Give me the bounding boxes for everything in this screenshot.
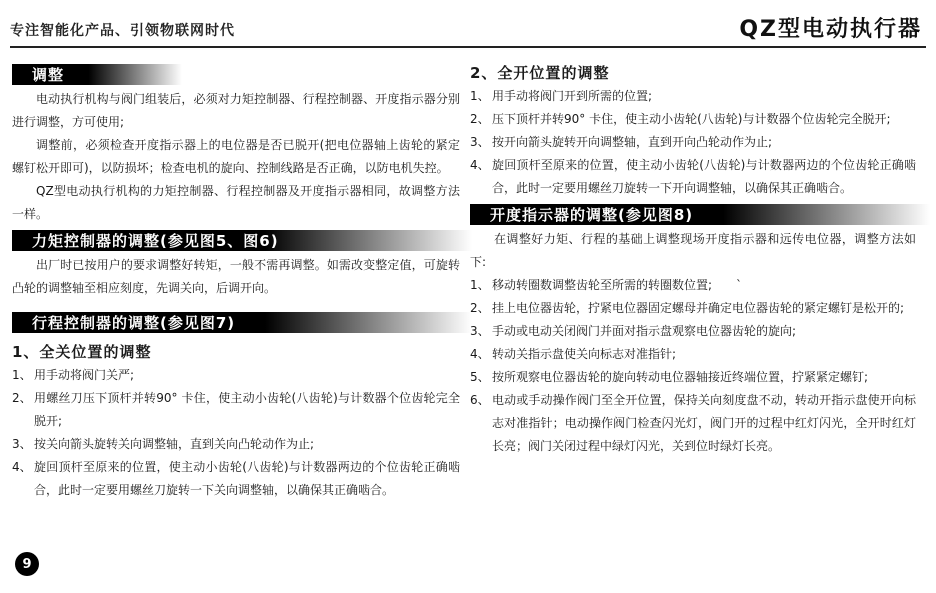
open-position-heading: 2、全开位置的调整 xyxy=(470,64,610,82)
indicator-step-4 xyxy=(470,343,916,366)
left-column xyxy=(12,60,460,502)
step-text: 按所观察电位器齿轮的旋向转动电位器轴接近终端位置，拧紧紧定螺钉; xyxy=(492,370,869,384)
open-step-1 xyxy=(470,85,916,108)
step-number: 6、 xyxy=(470,393,490,407)
section-indicator-title: 开度指示器的调整(参见图8) xyxy=(470,204,930,225)
indicator-step-5 xyxy=(470,366,916,389)
step-number: 1、 xyxy=(12,368,32,382)
indicator-step-6 xyxy=(470,389,916,458)
step-number: 2、 xyxy=(470,301,490,315)
indicator-paragraph: 在调整好力矩、行程的基础上调整现场开度指示器和远传电位器，调整方法如下: xyxy=(470,232,916,269)
adjust-paragraph-1: 电动执行机构与阀门组装后，必须对力矩控制器、行程控制器、开度指示器分别进行调整，方可使用; xyxy=(12,92,460,129)
step-text: 用螺丝刀压下顶杆并转90° 卡住，使主动小齿轮(八齿轮)与计数器个位齿轮完全脱开; xyxy=(34,391,460,428)
step-number: 3、 xyxy=(470,324,490,338)
step-number: 4、 xyxy=(12,460,32,474)
step-text: 压下顶杆并转90° 卡住，使主动小齿轮(八齿轮)与计数器个位齿轮完全脱开; xyxy=(492,112,891,126)
close-position-heading: 1、全关位置的调整 xyxy=(12,343,152,361)
indicator-step-3 xyxy=(470,320,916,343)
adjust-paragraph-3: QZ型电动执行机构的力矩控制器、行程控制器及开度指示器相同，故调整方法一样。 xyxy=(12,184,460,221)
indicator-step-1 xyxy=(470,274,916,297)
step-text: 手动或电动关闭阀门并面对指示盘观察电位器齿轮的旋向; xyxy=(492,324,797,338)
step-text: 用手动将阀门关严; xyxy=(34,368,135,382)
step-number: 4、 xyxy=(470,158,490,172)
open-step-3 xyxy=(470,131,916,154)
step-text: 转动关指示盘使关向标志对准指针; xyxy=(492,347,677,361)
step-text: 挂上电位器齿轮，拧紧电位器固定螺母并确定电位器齿轮的紧定螺钉是松开的; xyxy=(492,301,905,315)
indicator-step-2 xyxy=(470,297,916,320)
right-column xyxy=(470,60,916,458)
header-divider xyxy=(10,46,926,48)
header-slogan: 专注智能化产品、引领物联网时代 xyxy=(10,23,235,39)
step-text: 旋回顶杆至原来的位置，使主动小齿轮(八齿轮)与计数器两边的个位齿轮正确啮合，此时一定要用螺丝刀旋转一下关向调整轴，以确保其正确啮合。 xyxy=(34,460,460,497)
close-step-3 xyxy=(12,433,460,456)
step-text: 按关向箭头旋转关向调整轴，直到关向凸轮动作为止; xyxy=(34,437,315,451)
header-brand-title: QZ型电动执行器 xyxy=(739,17,922,42)
step-number: 1、 xyxy=(470,89,490,103)
step-number: 3、 xyxy=(470,135,490,149)
step-number: 5、 xyxy=(470,370,490,384)
step-number: 4、 xyxy=(470,347,490,361)
page-number-badge: 9 xyxy=(15,552,39,576)
section-stroke-title: 行程控制器的调整(参见图7) xyxy=(12,312,472,333)
step-text: 用手动将阀门开到所需的位置; xyxy=(492,89,653,103)
torque-paragraph: 出厂时已按用户的要求调整好转矩，一般不需再调整。如需改变整定值，可旋转凸轮的调整轴至相应刻度，先调关向，后调开向。 xyxy=(12,258,460,295)
section-adjust-title: 调整 xyxy=(12,64,182,85)
step-text: 按开向箭头旋转开向调整轴，直到开向凸轮动作为止; xyxy=(492,135,773,149)
close-step-4 xyxy=(12,456,460,502)
step-text: 旋回顶杆至原来的位置，使主动小齿轮(八齿轮)与计数器两边的个位齿轮正确啮合，此时一定要用螺丝刀旋转一下开向调整轴，以确保其正确啮合。 xyxy=(492,158,916,195)
step-number: 2、 xyxy=(470,112,490,126)
open-step-4 xyxy=(470,154,916,200)
close-step-1 xyxy=(12,364,460,387)
step-number: 3、 xyxy=(12,437,32,451)
close-step-2 xyxy=(12,387,460,433)
step-text: 电动或手动操作阀门至全开位置，保持关向刻度盘不动，转动开指示盘使开向标志对准指针；电动操作阀门检查闪光灯，阀门开的过程中红灯闪光，全开时红灯长亮；阀门关闭过程中绿灯闪光，关到位时绿灯长亮。 xyxy=(492,393,916,453)
open-step-2 xyxy=(470,108,916,131)
step-number: 1、 xyxy=(470,278,490,292)
step-text: 移动转圈数调整齿轮至所需的转圈数位置; ` xyxy=(492,278,743,292)
step-number: 2、 xyxy=(12,391,32,405)
adjust-paragraph-2: 调整前，必须检查开度指示器上的电位器是否已脱开(把电位器轴上齿轮的紧定螺钉松开即可)，以防损坏；检查电机的旋向、控制线路是否正确，以防电机失控。 xyxy=(12,138,460,175)
section-torque-title: 力矩控制器的调整(参见图5、图6) xyxy=(12,230,472,251)
